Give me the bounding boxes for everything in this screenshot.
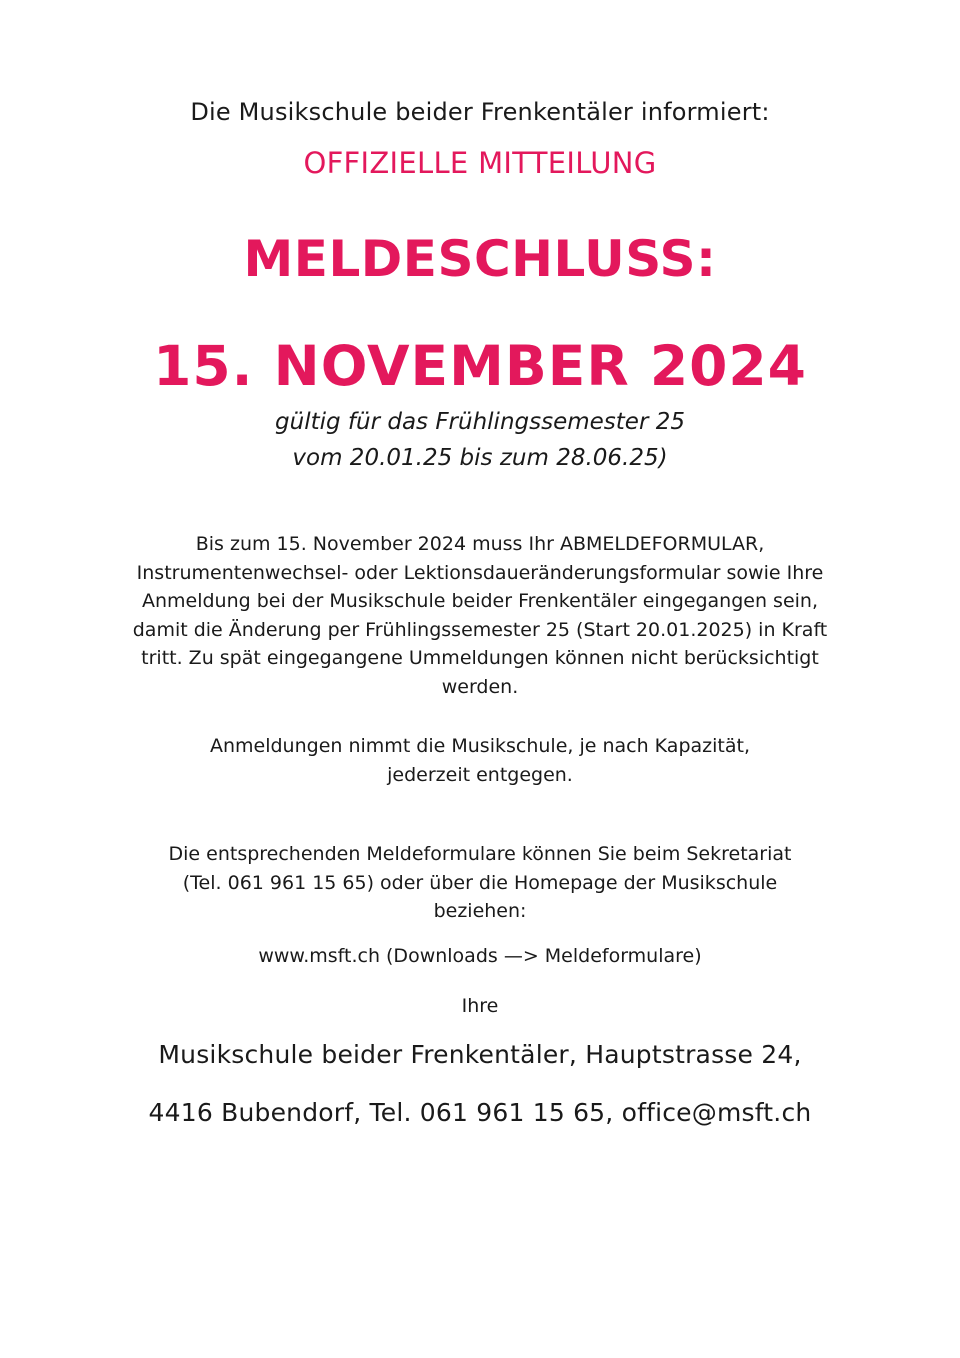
validity-note xyxy=(0,404,960,476)
paragraph-line: Bis zum 15. November 2024 muss Ihr ABMELDEFORMULAR, xyxy=(195,533,765,555)
paragraph-line: tritt. Zu spät eingegangene Ummeldungen können nicht berücksichtigt xyxy=(141,647,819,669)
validity-line-1: gültig für das Frühlingssemester 25 xyxy=(275,409,685,435)
forms-paragraph xyxy=(60,840,900,926)
website-line: www.msft.ch (Downloads —> Meldeformulare) xyxy=(258,945,702,967)
greeting: Ihre xyxy=(461,995,499,1017)
deadline-label: MELDESCHLUSS: xyxy=(243,230,717,288)
deadline-paragraph xyxy=(60,530,900,701)
signature-line-1: Musikschule beider Frenkentäler, Hauptstrasse 24, xyxy=(158,1040,802,1069)
official-notice-heading: OFFIZIELLE MITTEILUNG xyxy=(303,146,657,180)
paragraph-line: Anmeldung bei der Musikschule beider Frenkentäler eingegangen sein, xyxy=(141,590,819,612)
paragraph-line: werden. xyxy=(441,675,519,698)
paragraph-line: jederzeit entgegen. xyxy=(387,763,573,786)
paragraph-line: Anmeldungen nimmt die Musikschule, je nach Kapazität, xyxy=(209,735,750,757)
intro-heading: Die Musikschule beider Frenkentäler informiert: xyxy=(190,98,770,126)
paragraph-line: damit die Änderung per Frühlingssemester 25 (Start 20.01.2025) in Kraft xyxy=(132,618,828,641)
validity-line-2: vom 20.01.25 bis zum 28.06.25) xyxy=(292,445,668,471)
deadline-date: 15. NOVEMBER 2024 xyxy=(153,334,807,398)
registration-paragraph xyxy=(60,732,900,789)
paragraph-line: Die entsprechenden Meldeformulare können Sie beim Sekretariat xyxy=(168,843,792,865)
paragraph-line: Instrumentenwechsel- oder Lektionsdaueränderungsformular sowie Ihre xyxy=(136,561,824,584)
paragraph-line: (Tel. 061 961 15 65) oder über die Homepage der Musikschule xyxy=(182,871,778,894)
paragraph-line: beziehen: xyxy=(433,900,527,922)
signature-line-2: 4416 Bubendorf, Tel. 061 961 15 65, office@msft.ch xyxy=(148,1098,812,1127)
